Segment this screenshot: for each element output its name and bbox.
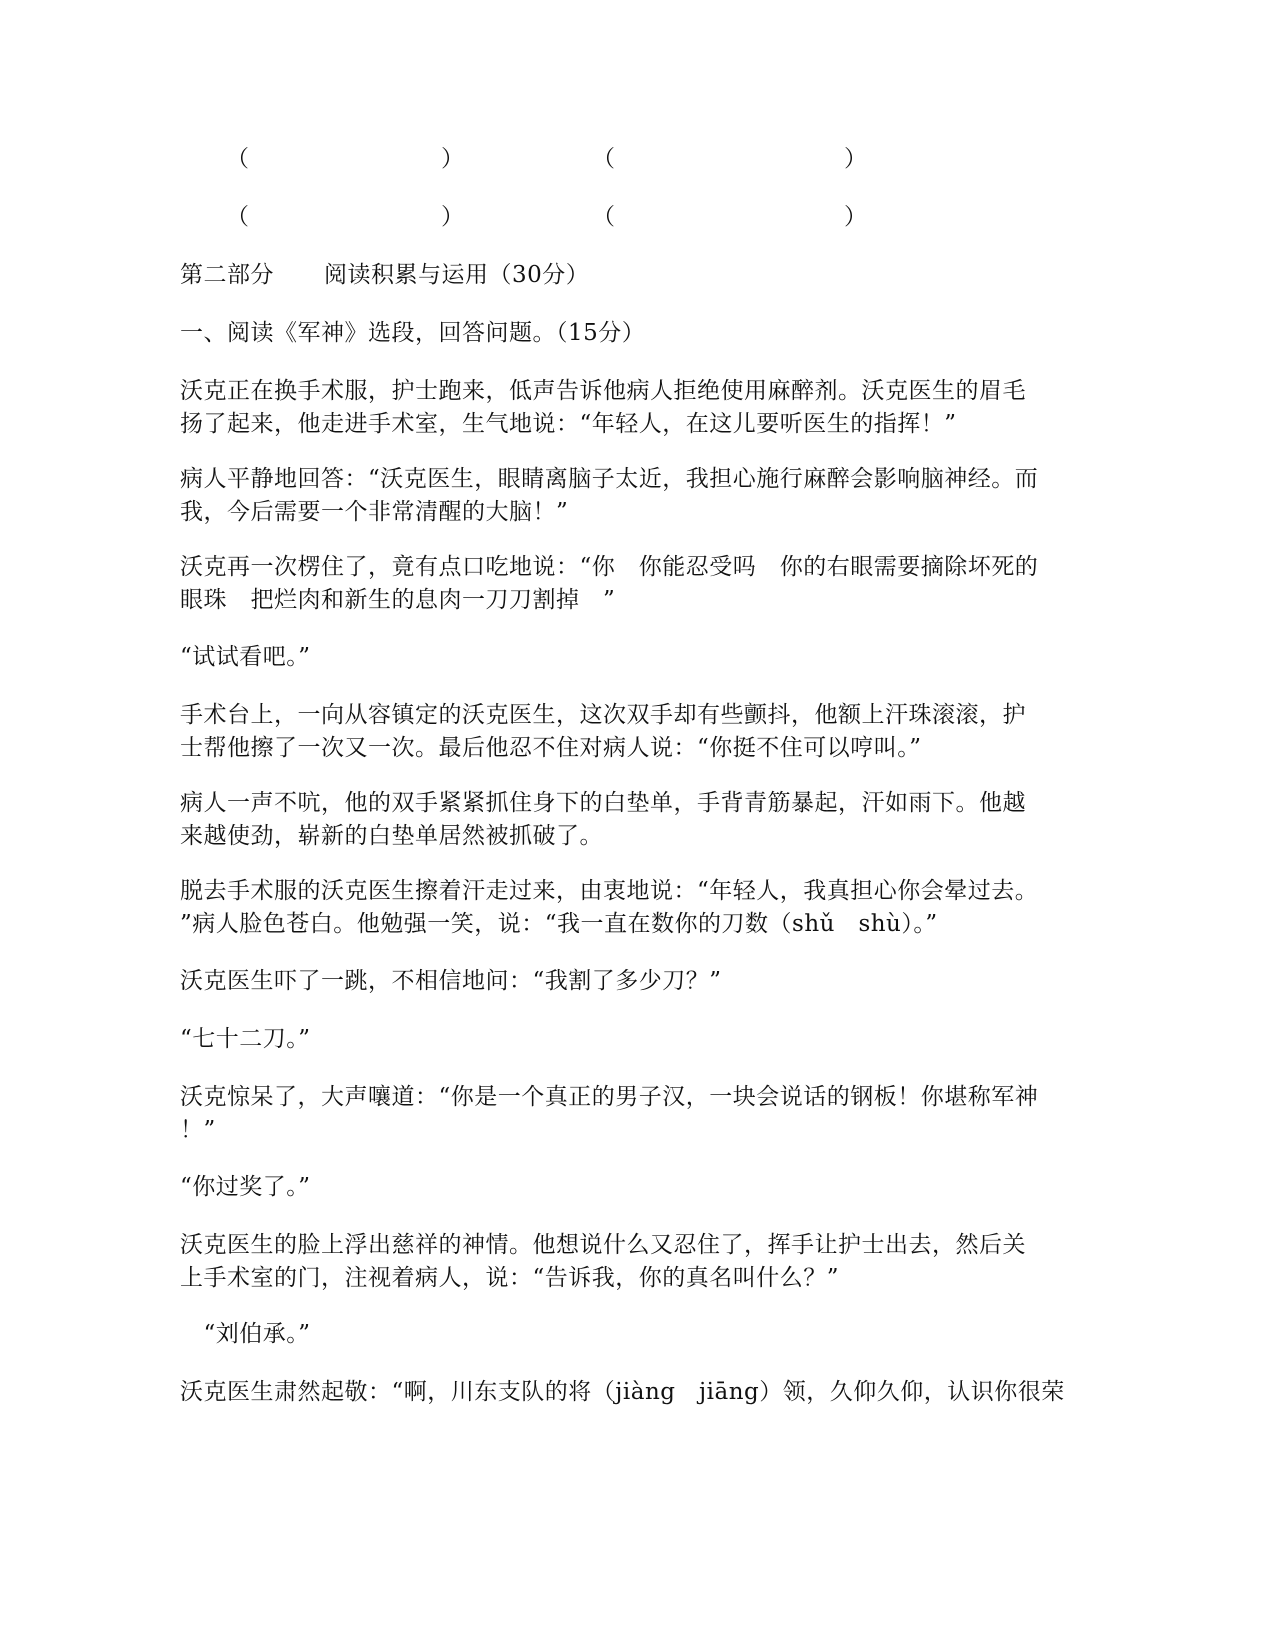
passage-line: 沃克正在换手术服，护士跑来，低声告诉他病人拒绝使用麻醉剂。沃克医生的眉毛 bbox=[180, 378, 1026, 404]
passage-line: 我，今后需要一个非常清醒的大脑！” bbox=[180, 499, 569, 525]
passage-paragraph bbox=[180, 1229, 1090, 1295]
answer-blank-open: （ bbox=[592, 204, 615, 230]
passage-line: 士帮他擦了一次又一次。最后他忍不住对病人说：“你挺不住可以哼叫。” bbox=[180, 735, 922, 761]
answer-blank-close: ） bbox=[441, 204, 464, 230]
passage-paragraph bbox=[180, 1023, 1090, 1056]
passage-line: 上手术室的门，注视着病人，说：“告诉我，你的真名叫什么？” bbox=[180, 1265, 840, 1291]
passage-paragraph bbox=[180, 1081, 1090, 1147]
passage-line: 沃克医生的脸上浮出慈祥的神情。他想说什么又忍住了，挥手让护士出去，然后关 bbox=[180, 1232, 1026, 1258]
passage-paragraph bbox=[180, 1318, 1090, 1351]
passage-line: 脱去手术服的沃克医生擦着汗走过来，由衷地说：“年轻人，我真担心你会晕过去。 bbox=[180, 878, 1039, 904]
passage-line: ！” bbox=[180, 1117, 216, 1143]
passage-line: “七十二刀。” bbox=[180, 1026, 311, 1052]
passage-line: 病人平静地回答：“沃克医生，眼睛离脑子太近，我担心施行麻醉会影响脑神经。而 bbox=[180, 466, 1039, 492]
passage-paragraph bbox=[180, 1376, 1090, 1409]
passage-line: “刘伯承。” bbox=[180, 1321, 311, 1347]
passage-paragraph bbox=[180, 875, 1090, 941]
passage-paragraph bbox=[180, 641, 1090, 674]
passage-line: “试试看吧。” bbox=[180, 644, 311, 670]
passage-paragraph bbox=[180, 1171, 1090, 1204]
passage-line: 眼珠 把烂肉和新生的息肉一刀刀割掉 ” bbox=[180, 587, 616, 613]
answer-blank-close: ） bbox=[844, 146, 867, 172]
passage-line: 沃克再一次楞住了，竟有点口吃地说：“你 你能忍受吗 你的右眼需要摘除坏死的 bbox=[180, 554, 1039, 580]
section-title: 阅读积累与运用（30分） bbox=[324, 262, 590, 288]
passage-line: 病人一声不吭，他的双手紧紧抓住身下的白垫单，手背青筋暴起，汗如雨下。他越 bbox=[180, 790, 1026, 816]
answer-blank-open: （ bbox=[592, 146, 615, 172]
section-part-label: 第二部分 bbox=[180, 262, 274, 288]
passage-paragraph bbox=[180, 463, 1090, 529]
passage-line: 沃克医生吓了一跳，不相信地问：“我割了多少刀？” bbox=[180, 968, 722, 994]
question-title: 一、阅读《军神》选段，回答问题。（15分） bbox=[180, 320, 646, 346]
passage-paragraph bbox=[180, 375, 1090, 441]
answer-blank-open: （ bbox=[226, 146, 249, 172]
passage-line: 沃克医生肃然起敬：“啊，川东支队的将（jiàng jiāng）领，久仰久仰，认识你很荣 bbox=[180, 1379, 1065, 1405]
passage-paragraph bbox=[180, 551, 1090, 617]
passage-line: 手术台上，一向从容镇定的沃克医生，这次双手却有些颤抖，他额上汗珠滚滚，护 bbox=[180, 702, 1026, 728]
answer-blank-close: ） bbox=[441, 146, 464, 172]
passage-line: ”病人脸色苍白。他勉强一笑，说：“我一直在数你的刀数（shǔ shù）。” bbox=[180, 911, 938, 937]
passage-line: “你过奖了。” bbox=[180, 1174, 311, 1200]
passage-line: 沃克惊呆了，大声嚷道：“你是一个真正的男子汉，一块会说话的钢板！你堪称军神 bbox=[180, 1084, 1039, 1110]
passage-line: 来越使劲，崭新的白垫单居然被抓破了。 bbox=[180, 823, 603, 849]
passage-paragraph bbox=[180, 787, 1090, 853]
passage-line: 扬了起来，他走进手术室，生气地说：“年轻人，在这儿要听医生的指挥！” bbox=[180, 411, 957, 437]
passage-paragraph bbox=[180, 699, 1090, 765]
answer-blank-open: （ bbox=[226, 204, 249, 230]
answer-blank-close: ） bbox=[844, 204, 867, 230]
passage-paragraph bbox=[180, 965, 1090, 998]
